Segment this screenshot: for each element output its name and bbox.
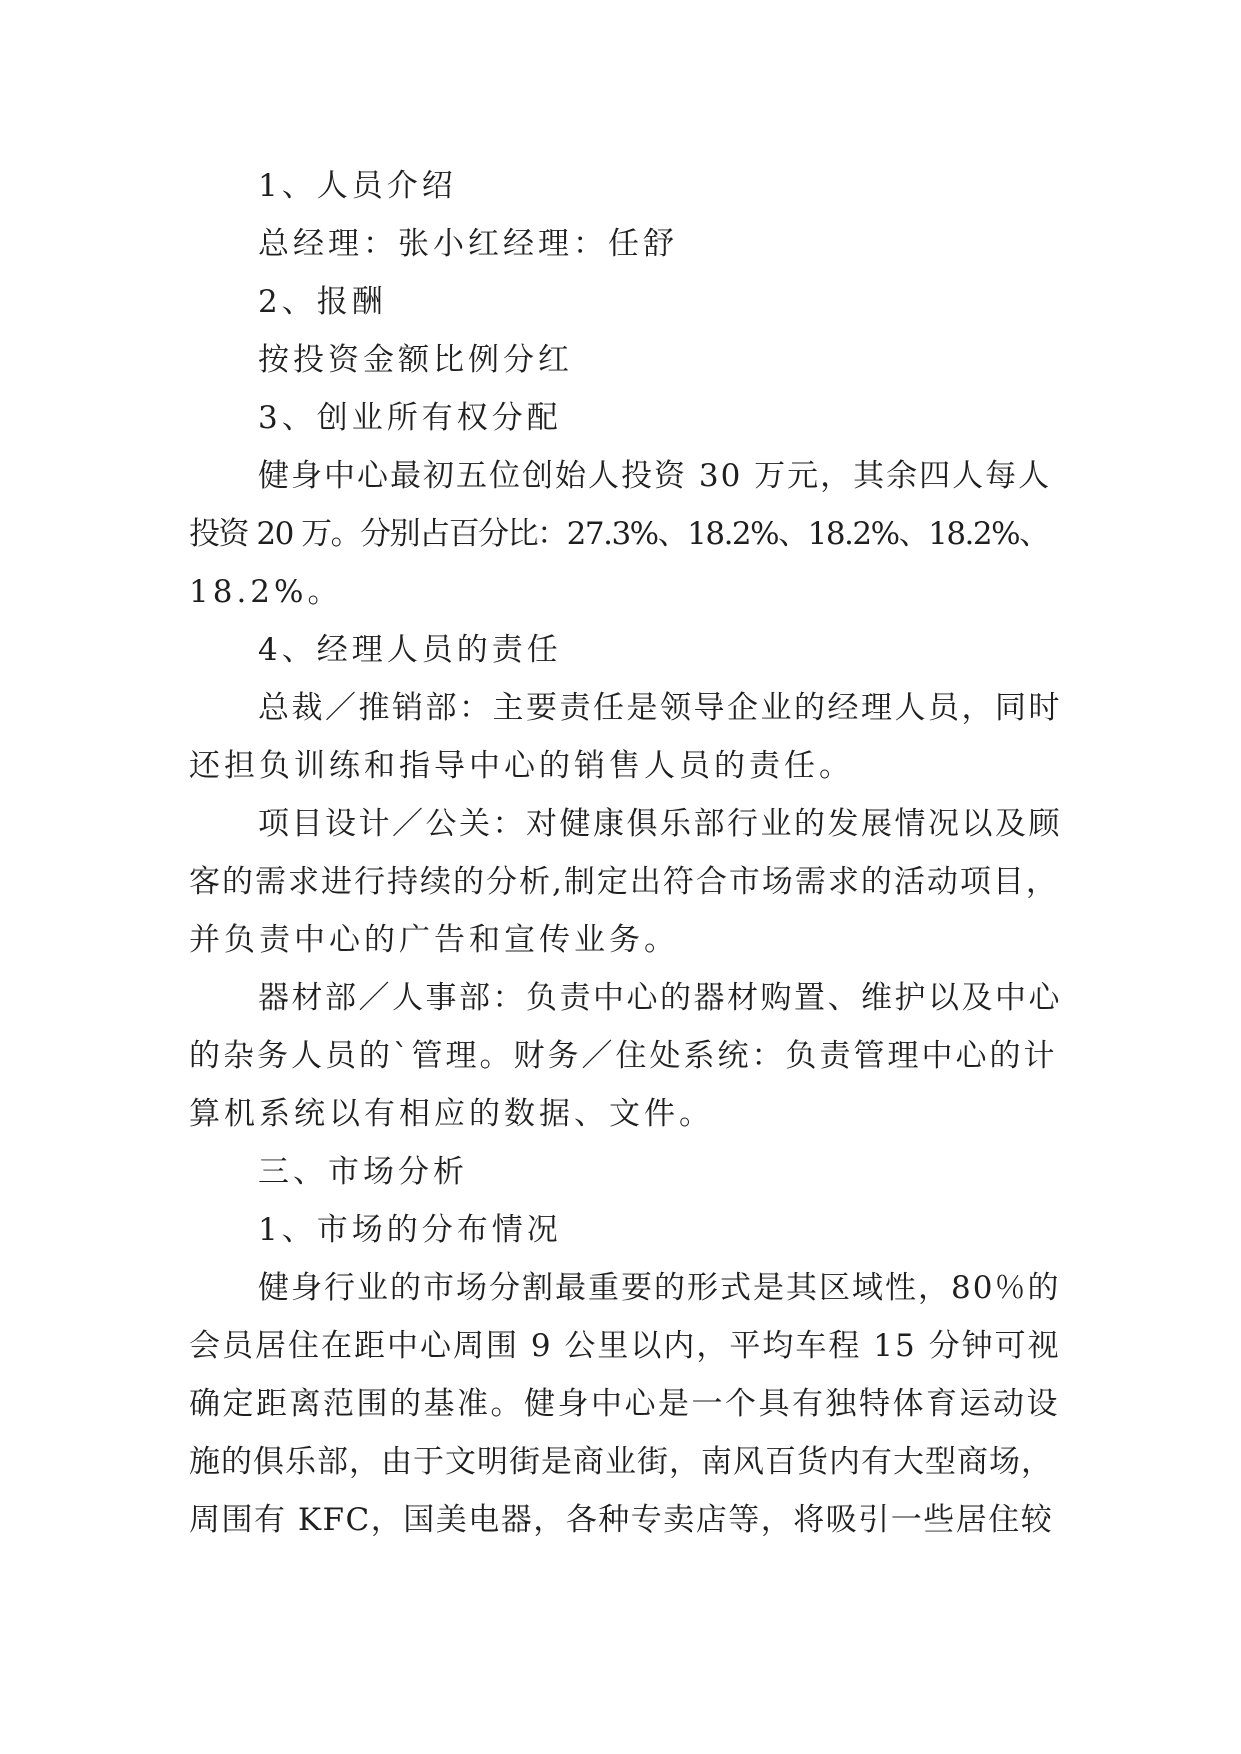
text-line: 还担负训练和指导中心的销售人员的责任。: [189, 748, 854, 784]
text-line: 确定距离范围的基准。健身中心是一个具有独特体育运动设: [189, 1386, 1060, 1422]
text-line: 算机系统以有相应的数据、文件。: [189, 1096, 714, 1132]
text-line: 器材部／人事部：负责中心的器材购置、维护以及中心: [258, 980, 1062, 1016]
text-line: 三、市场分析: [258, 1154, 468, 1190]
text-line: 项目设计／公关：对健康俱乐部行业的发展情况以及顾: [258, 806, 1062, 842]
text-line: 1、人员介绍: [258, 168, 457, 204]
text-line: 总经理：张小红经理：任舒: [258, 226, 678, 262]
text-line: 健身中心最初五位创始人投资 30 万元，其余四人每人: [258, 458, 1052, 494]
text-line: 2、报酬: [258, 284, 387, 320]
text-line: 会员居住在距中心周围 9 公里以内，平均车程 15 分钟可视: [189, 1328, 1061, 1364]
text-line: 3、创业所有权分配: [258, 400, 562, 436]
text-line: 18.2%。: [189, 574, 343, 610]
text-line: 按投资金额比例分红: [258, 342, 573, 378]
text-line: 并负责中心的广告和宣传业务。: [189, 922, 679, 958]
text-line: 周围有 KFC，国美电器，各种专卖店等，将吸引一些居住较: [189, 1502, 1054, 1538]
text-line: 总裁／推销部：主要责任是领导企业的经理人员，同时: [258, 690, 1062, 726]
text-line: 健身行业的市场分割最重要的形式是其区域性，80％的: [258, 1270, 1061, 1306]
text-line: 1、市场的分布情况: [258, 1212, 562, 1248]
text-line: 投资 20 万。分别占百分比：27.3%、18.2%、18.2%、18.2%、: [189, 516, 1049, 552]
text-line: 4、经理人员的责任: [258, 632, 562, 668]
text-line: 的杂务人员的`管理。财务／住处系统：负责管理中心的计: [189, 1038, 1058, 1074]
text-line: 施的俱乐部，由于文明街是商业街，南风百货内有大型商场，: [189, 1444, 1053, 1480]
text-line: 客的需求进行持续的分析,制定出符合市场需求的活动项目，: [189, 864, 1059, 900]
